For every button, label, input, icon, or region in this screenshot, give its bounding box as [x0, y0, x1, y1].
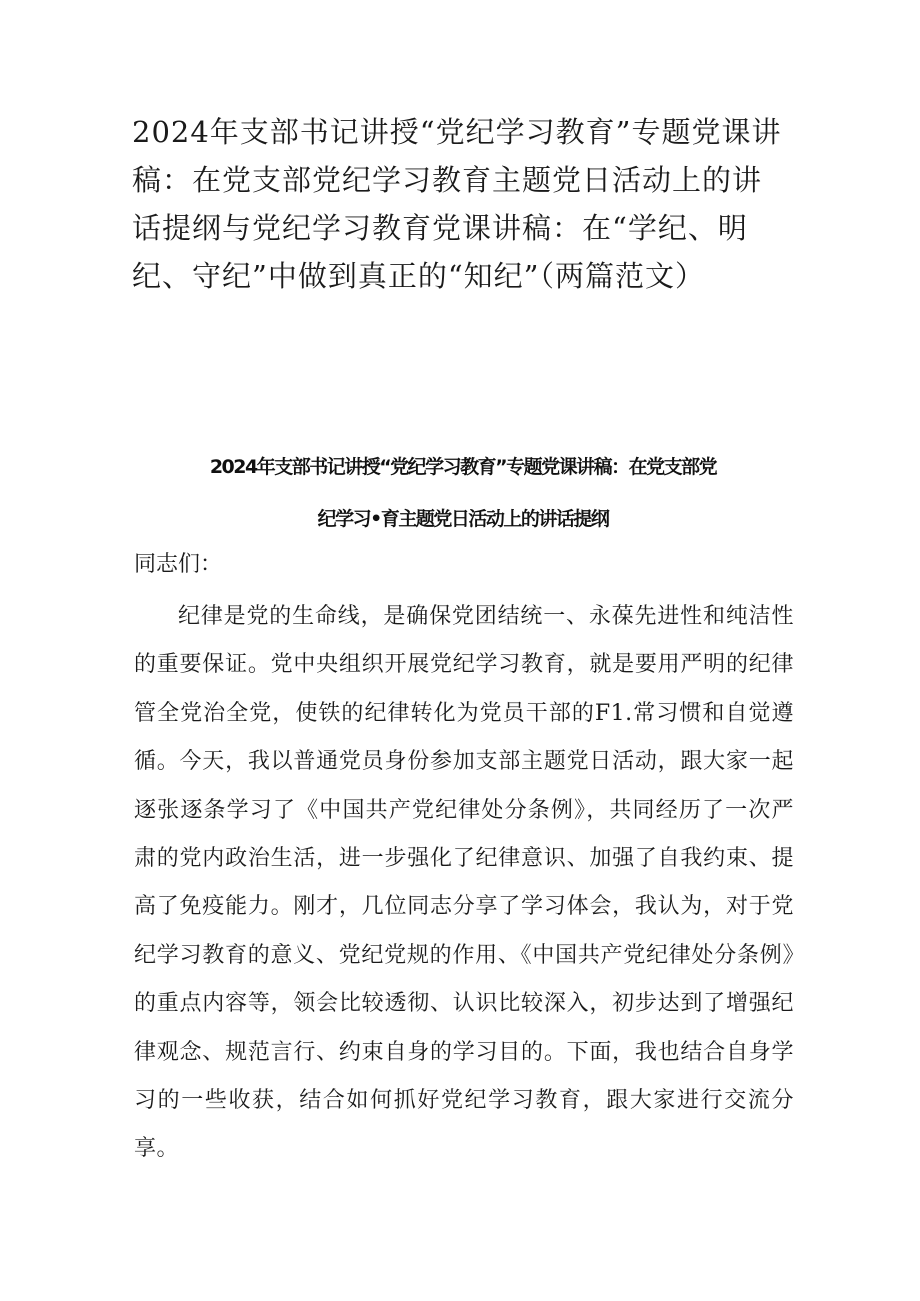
body-paragraph: 纪律是党的生命线，是确保党团结统一、永葆先进性和纯洁性的重要保证。党中央组织开展党纪学习教育，就是要用严明的纪律管全党治全党，使铁的纪律转化为党员干部的F1.常习惯和自觉遵循。今天，我以普通党员身份参加支部主题党日活动，跟大家一起逐张逐条学习了《中国共产党纪律处分条例》，共同经历了一次严肃的党内政治生活，进一步强化了纪律意识、加强了自我约束、提高了免疫能力。刚才，几位同志分享了学习体会，我认为，对于党纪学习教育的意义、党纪党规的作用、《中国共产党纪律处分条例》的重点内容等，领会比较透彻、认识比较深入，初步达到了增强纪律观念、规范言行、约束自身的学习目的。下面，我也结合自身学习的一些收获，结合如何抓好党纪学习教育，跟大家进行交流分享。: [134, 604, 794, 1162]
section-heading-line-1: 2024年支部书记讲授“党纪学习教育”专题党课讲稿：在党支部党: [209, 456, 717, 478]
section-heading-line-2: 纪学习•育主题党日活动上的讲话提纲: [317, 508, 609, 530]
salutation: 同志们：: [134, 552, 223, 577]
document-title: 2024年支部书记讲授“党纪学习教育”专题党课讲稿：在党支部党纪学习教育主题党日活动上的讲话提纲与党纪学习教育党课讲稿：在“学纪、明纪、守纪”中做到真正的“知纪”（两篇范文）: [132, 115, 782, 293]
